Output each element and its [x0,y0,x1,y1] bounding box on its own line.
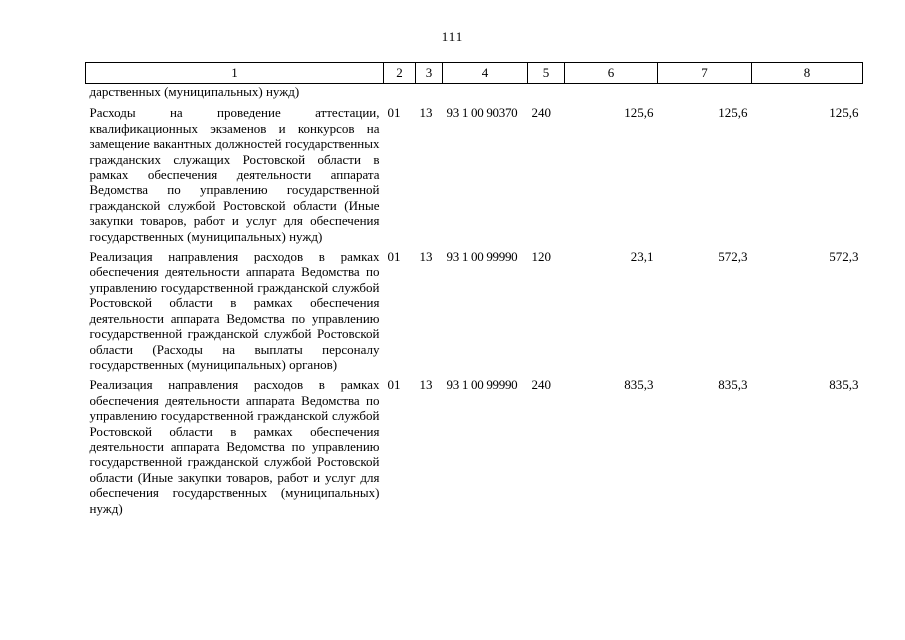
table-header [86,63,863,84]
continuation-row [86,84,863,104]
row-value-col6: 125,6 [624,105,654,121]
header-col-4: 4 [443,63,528,84]
row-expense-type: 240 [531,377,551,393]
budget-table [85,62,863,519]
row-section: 01 [387,377,401,393]
table-row [86,103,863,247]
header-col-3: 3 [416,63,443,84]
row-subsection: 13 [419,105,433,121]
header-col-2: 2 [384,63,416,84]
row-value-col8: 125,6 [829,105,859,121]
header-col-5: 5 [528,63,565,84]
row-description: Расходы на проведение аттестации, квалификационных экзаменов и конкурсов на замещение вакантных должностей государственных гражданских служащих Ростовской области в рамках обеспечения деятельности аппарата Ведомства по управлению государственной гражданской службой Ростовской области (Иные закупки товаров, работ и услуг для обеспечения государственных (муниципальных) нужд) [89,105,380,244]
row-description: Реализация направления расходов в рамках обеспечения деятельности аппарата Ведомства по управлению государственной гражданской службой Ростовской области в рамках обеспечения деятельности аппарата Ведомства по управлению государственной гражданской службой Ростовской области (Иные закупки товаров, работ и услуг для обеспечения государственных (муниципальных) нужд) [89,377,380,516]
row-section: 01 [387,105,401,121]
row-target-article: 93 1 00 90370 [446,105,518,121]
continuation-text: дарственных (муниципальных) нужд) [89,84,300,99]
row-value-col7: 835,3 [718,377,748,393]
row-value-col8: 572,3 [829,249,859,265]
row-value-col6: 23,1 [630,249,654,265]
row-section: 01 [387,249,401,265]
header-col-8: 8 [752,63,863,84]
table-row [86,247,863,375]
header-col-7: 7 [658,63,752,84]
table-row [86,375,863,519]
row-subsection: 13 [419,249,433,265]
header-col-1: 1 [86,63,384,84]
row-description: Реализация направления расходов в рамках обеспечения деятельности аппарата Ведомства по управлению государственной гражданской службой Ростовской области в рамках обеспечения деятельности аппарата Ведомства по управлению государственной гражданской службой Ростовской области (Расходы на выплаты персоналу государственных (муниципальных) органов) [89,249,380,372]
row-value-col7: 125,6 [718,105,748,121]
row-expense-type: 240 [531,105,551,121]
row-target-article: 93 1 00 99990 [446,377,518,393]
row-expense-type: 120 [531,249,551,265]
row-target-article: 93 1 00 99990 [446,249,518,265]
row-value-col6: 835,3 [624,377,654,393]
header-col-6: 6 [565,63,658,84]
header-row [86,63,863,84]
row-value-col8: 835,3 [829,377,859,393]
row-value-col7: 572,3 [718,249,748,265]
row-subsection: 13 [419,377,433,393]
page-number: 111 [441,29,464,44]
